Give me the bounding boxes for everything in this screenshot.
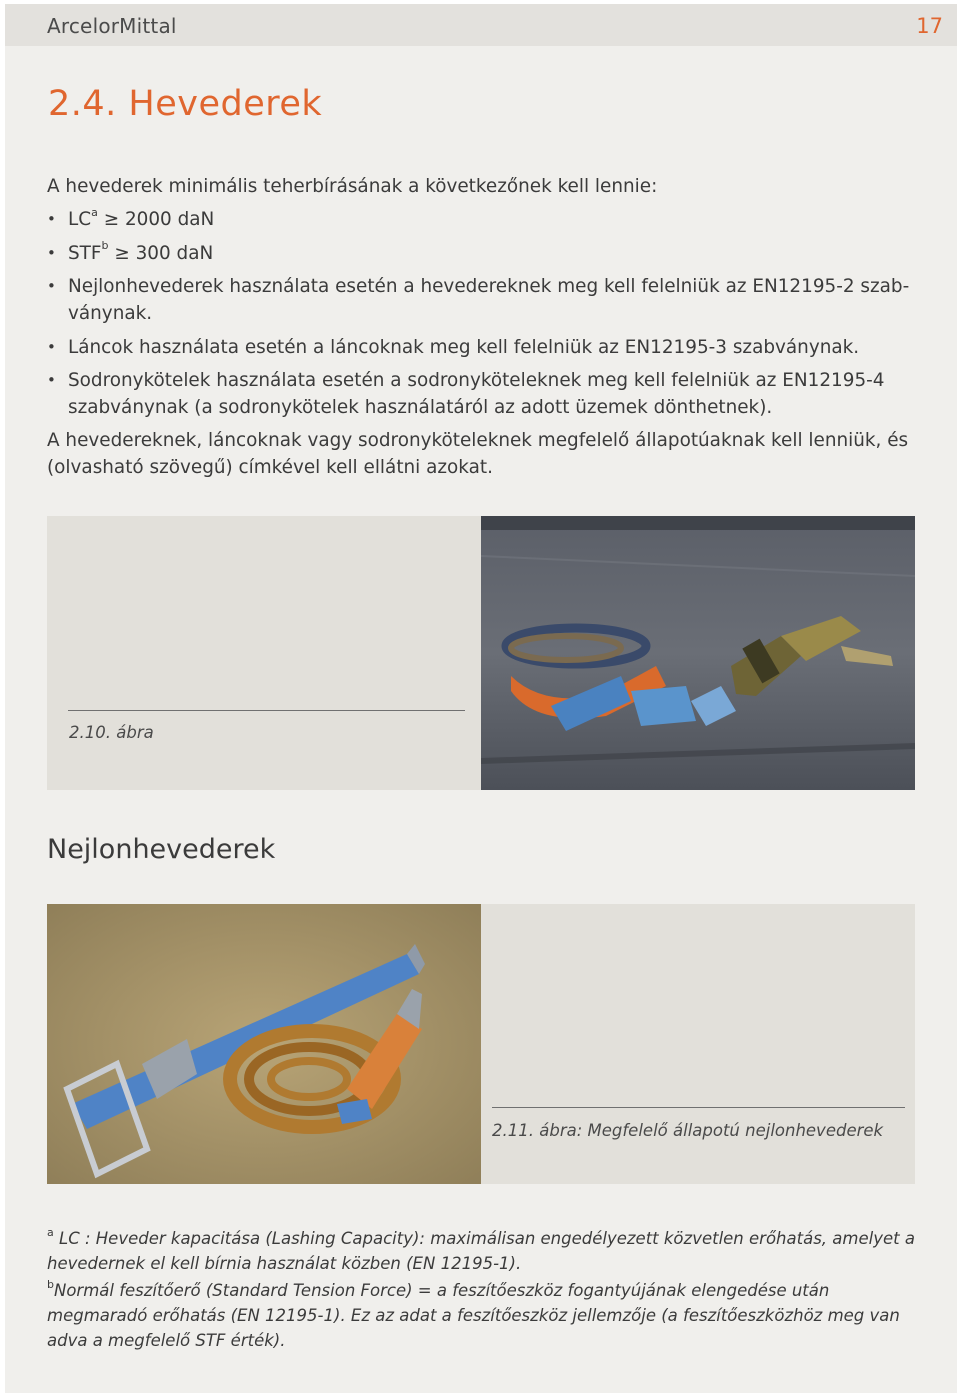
list-item	[47, 206, 917, 233]
caption-rule	[492, 1107, 905, 1108]
list-item-text: Nejlonhevederek használata esetén a hevedereknek meg kell felelniük az EN12195-2 szab- ványnak.	[68, 276, 910, 324]
figure-2-11	[47, 904, 915, 1184]
list-item	[47, 240, 917, 267]
page-number: 17	[916, 14, 943, 38]
lc-value: ≥ 2000 daN	[97, 209, 215, 230]
figure-caption: 2.11. ábra: Megfelelő állapotú nejlonhevederek	[492, 1121, 884, 1140]
caption-rule	[68, 710, 465, 711]
subheading: Nejlonhevederek	[47, 834, 276, 865]
footnote-marker: b	[101, 239, 109, 253]
list-item	[47, 273, 917, 327]
section-title: 2.4. Hevederek	[48, 84, 323, 124]
straps-on-floor-photo	[481, 516, 915, 790]
footnote-marker: b	[47, 1277, 54, 1291]
ratchet-strap-photo	[47, 904, 481, 1184]
condition-paragraph: A hevedereknek, láncoknak vagy sodronyköteleknek megfelelő állapotúaknak kell lenniük, és (olvasható szövegű) címkével kell ellátni azokat.	[47, 430, 909, 478]
list-item-text: Láncok használata esetén a láncoknak meg kell felelniük az EN12195-3 szabványnak.	[68, 336, 860, 358]
brand-name: ArcelorMittal	[47, 14, 177, 38]
intro-text: A hevederek minimális teherbírásának a következőnek kell lennie:	[47, 176, 658, 197]
footnote-text: LC : Heveder kapacitása (Lashing Capacity): maximálisan engedélyezett közvetlen erőhatás, amelyet a hevedernek el kell bírnia használat közben (EN 12195-1).	[47, 1229, 915, 1273]
stf-abbrev: STF	[68, 242, 102, 264]
list-item-text: Sodronykötelek használata esetén a sodronyköteleknek meg kell felelniük az EN12195-4 szabványnak (a sodronykötelek használatáról az adott üzemek dönthetnek).	[68, 370, 885, 418]
footnote-marker: a	[91, 205, 98, 219]
figure-2-10	[47, 516, 915, 790]
footnote-a	[47, 1226, 927, 1276]
list-item	[47, 334, 917, 361]
requirements-list	[47, 206, 917, 428]
footnote-text: Normál feszítőerő (Standard Tension Force) = a feszítőeszköz fogantyújának elengedése után megmaradó erőhatás (EN 12195-1). Ez az adat a feszítőeszköz jellemzője (a feszítőeszközhöz meg van adva a megfelelő STF érték).	[47, 1281, 900, 1350]
list-item	[47, 367, 917, 421]
footnote-b	[47, 1278, 927, 1353]
lc-abbrev: LC	[68, 209, 92, 230]
footnote-marker: a	[47, 1225, 54, 1239]
stf-value: ≥ 300 daN	[108, 242, 214, 264]
figure-caption: 2.10. ábra	[69, 723, 154, 742]
